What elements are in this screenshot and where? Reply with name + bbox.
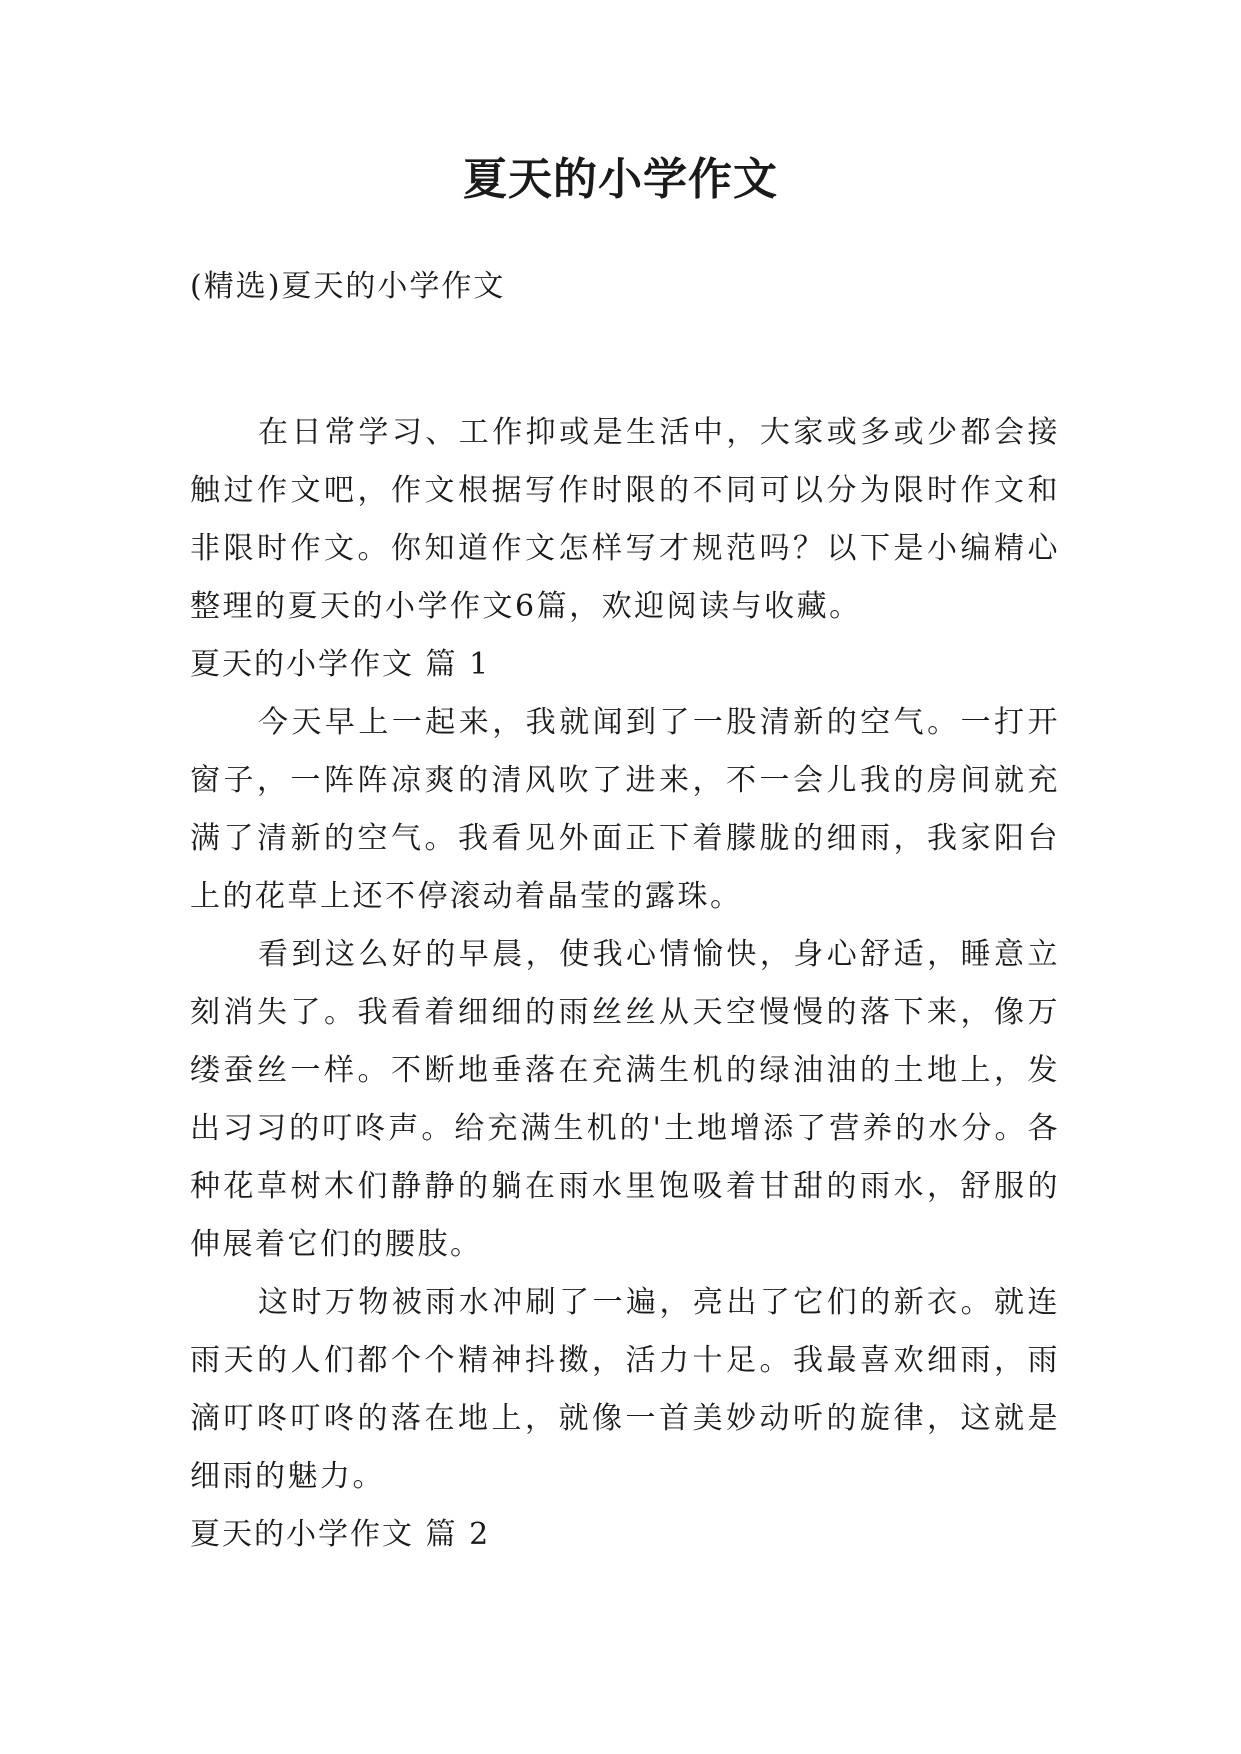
section-heading-2: 夏天的小学作文 篇 2 <box>190 1517 491 1552</box>
document-subtitle: (精选)夏天的小学作文 <box>190 269 506 304</box>
intro-paragraph: 在日常学习、工作抑或是生活中，大家或多或少都会接触过作文吧，作文根据写作时限的不同可以分为限时作文和非限时作文。你知道作文怎样写才规范吗？以下是小编精心整理的夏天的小学作文6篇，欢迎阅读与收藏。 <box>190 415 1060 624</box>
section-heading-1: 夏天的小学作文 篇 1 <box>190 647 491 682</box>
document-title: 夏天的小学作文 <box>463 154 778 205</box>
section1-paragraph-1: 今天早上一起来，我就闻到了一股清新的空气。一打开窗子，一阵阵凉爽的清风吹了进来，不一会儿我的房间就充满了清新的空气。我看见外面正下着朦胧的细雨，我家阳台上的花草上还不停滚动着晶莹的露珠。 <box>190 705 1060 914</box>
document-body <box>190 404 1060 1564</box>
section1-paragraph-2: 看到这么好的早晨，使我心情愉快，身心舒适，睡意立刻消失了。我看着细细的雨丝丝从天空慢慢的落下来，像万缕蚕丝一样。不断地垂落在充满生机的绿油油的土地上，发出习习的叮咚声。给充满生机的'土地增添了营养的水分。各种花草树木们静静的躺在雨水里饱吸着甘甜的雨水，舒服的伸展着它们的腰肢。 <box>190 937 1060 1262</box>
section1-paragraph-3: 这时万物被雨水冲刷了一遍，亮出了它们的新衣。就连雨天的人们都个个精神抖擞，活力十足。我最喜欢细雨，雨滴叮咚叮咚的落在地上，就像一首美妙动听的旋律，这就是细雨的魅力。 <box>190 1285 1060 1494</box>
